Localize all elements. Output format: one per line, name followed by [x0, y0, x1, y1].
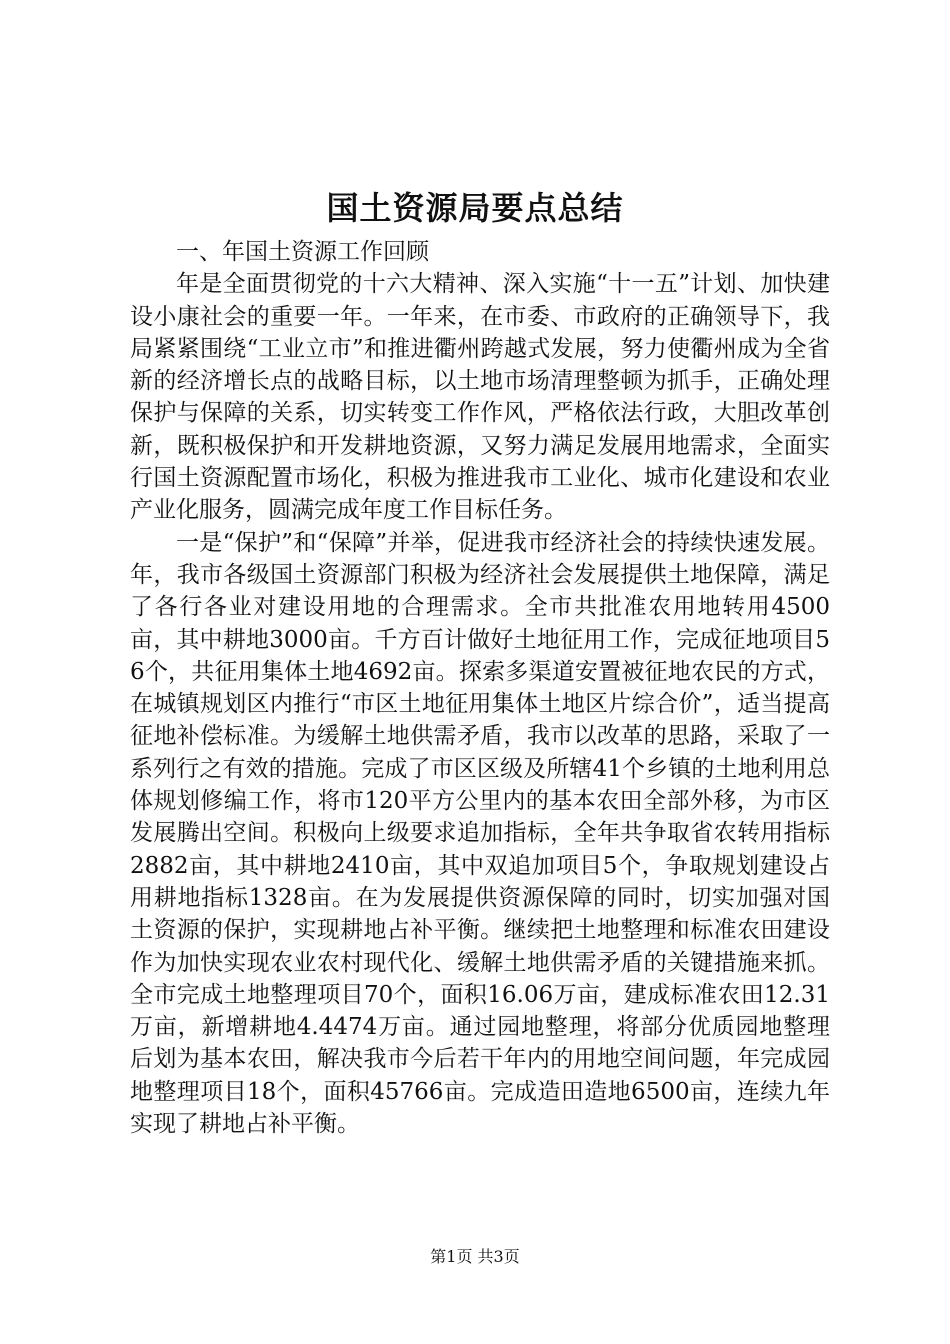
document-title: 国土资源局要点总结	[326, 189, 624, 227]
paragraph-overview: 年是全面贯彻党的十六大精神、深入实施“十一五”计划、加快建设小康社会的重要一年。一年来，在市委、市政府的正确领导下，我局紧紧围绕“工业立市”和推进衢州跨越式发展，努力使衢州成为全省新的经济增长点的战略目标，以土地市场清理整顿为抓手，正确处理保护与保障的关系，切实转变工作作风，严格依法行政，大胆改革创新，既积极保护和开发耕地资源，又努力满足发展用地需求，全面实行国土资源配置市场化，积极为推进我市工业化、城市化建设和农业产业化服务，圆满完成年度工作目标任务。	[130, 271, 830, 524]
document-body	[130, 236, 830, 1140]
section-heading: 一、年国土资源工作回顾	[176, 239, 429, 265]
paragraph-protection-and-guarantee: 一是“保护”和“保障”并举，促进我市经济社会的持续快速发展。年，我市各级国土资源部门积极为经济社会发展提供土地保障，满足了各行各业对建设用地的合理需求。全市共批准农用地转用4500亩，其中耕地3000亩。千方百计做好土地征用工作，完成征地项目56个，共征用集体土地4692亩。探索多渠道安置被征地农民的方式，在城镇规划区内推行“市区土地征用集体土地区片综合价”，适当提高征地补偿标准。为缓解土地供需矛盾，我市以改革的思路，采取了一系列行之有效的措施。完成了市区区级及所辖41个乡镇的土地利用总体规划修编工作，将市120平方公里内的基本农田全部外移，为市区发展腾出空间。积极向上级要求追加指标，全年共争取省农转用指标2882亩，其中耕地2410亩，其中双追加项目5个，争取规划建设占用耕地指标1328亩。在为发展提供资源保障的同时，切实加强对国土资源的保护，实现耕地占补平衡。继续把土地整理和标准农田建设作为加快实现农业农村现代化、缓解土地供需矛盾的关键措施来抓。全市完成土地整理项目70个，面积16.06万亩，建成标准农田12.31万亩，新增耕地4.4474万亩。通过园地整理，将部分优质园地整理后划为基本农田，解决我市今后若干年内的用地空间问题，年完成园地整理项目18个，面积45766亩。完成造田造地6500亩，连续九年实现了耕地占补平衡。	[130, 529, 830, 1138]
page-footer: 第1页 共3页	[430, 1247, 520, 1266]
